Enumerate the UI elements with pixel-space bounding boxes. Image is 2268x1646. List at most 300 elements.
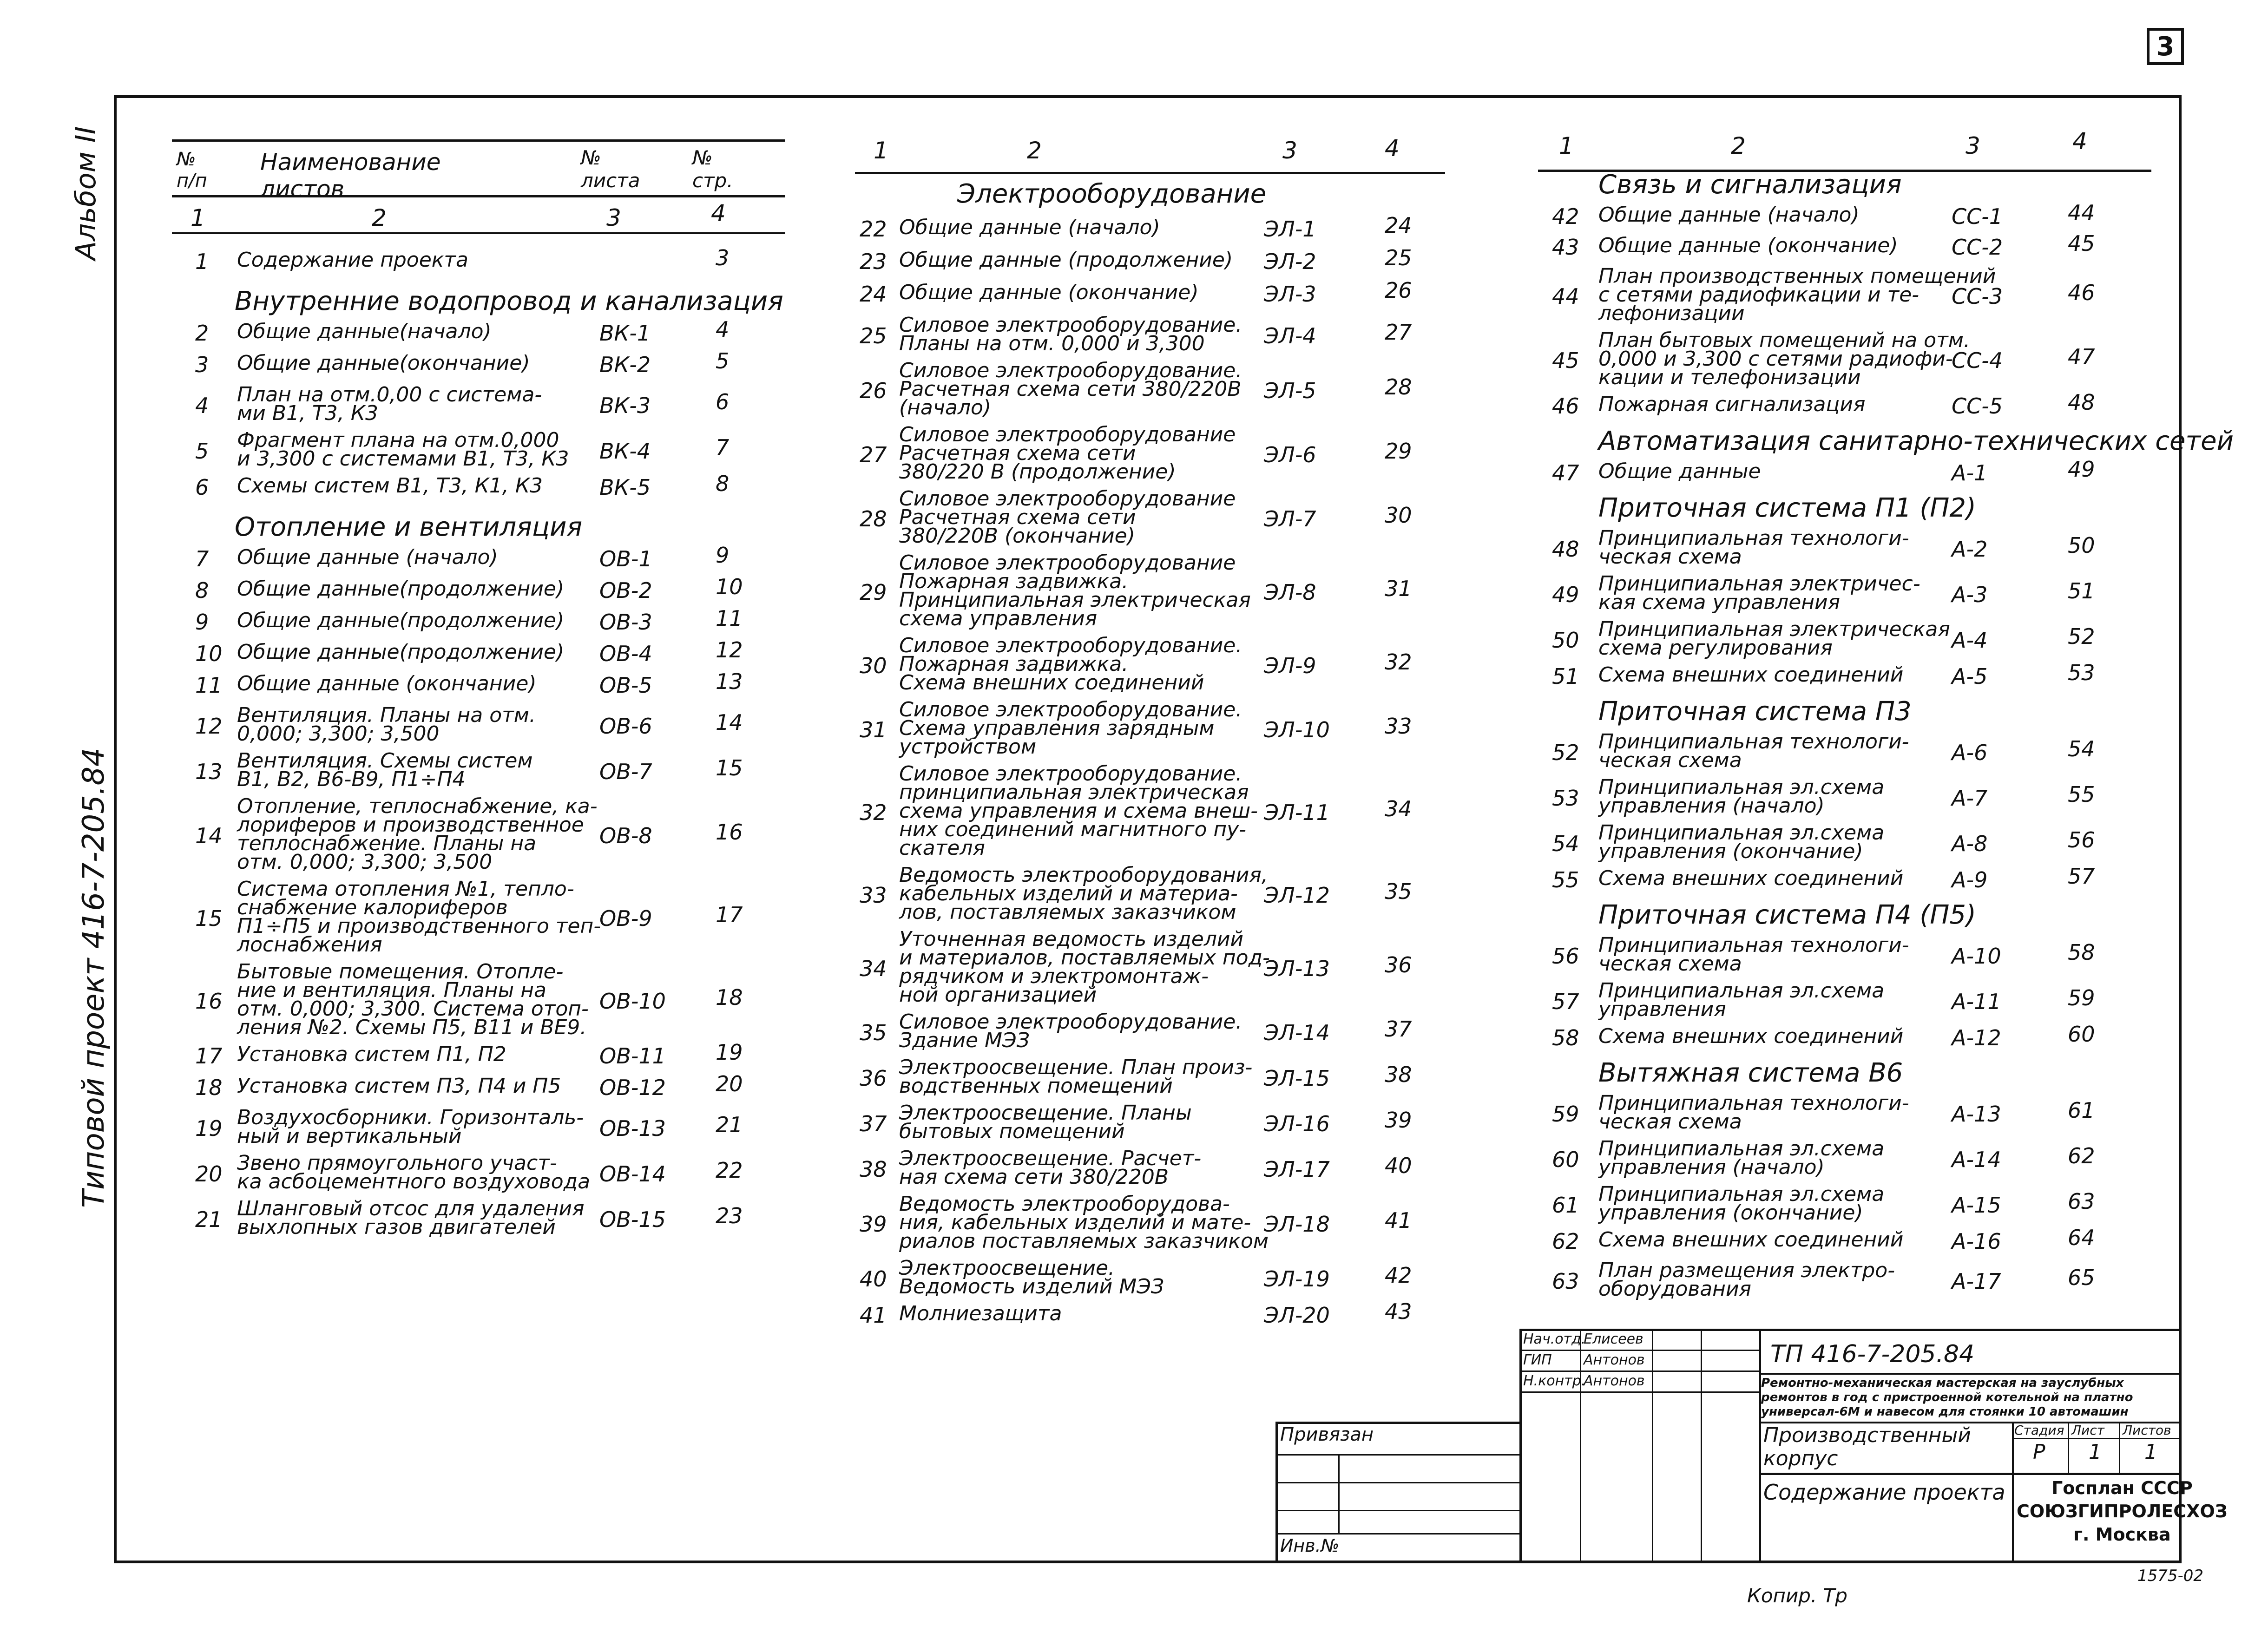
sheet-code: ЭЛ-7: [1264, 506, 1316, 531]
row-number: 45: [1552, 348, 1579, 373]
sheet-code: ОВ-15: [599, 1207, 666, 1232]
sheet-code: ЭЛ-19: [1264, 1266, 1330, 1292]
page-number: 60: [2068, 1022, 2095, 1047]
sheet-name: Силовое электрооборудование Пожарная задвижка. Принципиальная электрическая схема управления: [899, 551, 1251, 630]
stage-value: Р: [2033, 1440, 2045, 1464]
page-number: 46: [2068, 280, 2095, 305]
sheet-name: Схема внешних соединений: [1598, 1024, 1904, 1048]
col-header-name: Наименование листов: [260, 149, 441, 203]
page-number: 36: [1385, 952, 1412, 977]
section-heading: Автоматизация санитарно-технических сетей: [1598, 426, 2234, 456]
role-person: Елисеев: [1584, 1331, 1643, 1347]
sheet-name: Пожарная сигнализация: [1598, 393, 1866, 416]
row-number: 48: [1552, 537, 1579, 562]
sheet-name: Отопление, теплоснабжение, ка- лориферов и производственное теплоснабжение. Планы на отм. 0,000; 3,300; 3,500: [237, 794, 598, 874]
col-index-2: 2: [372, 204, 387, 231]
page-number: 26: [1385, 278, 1412, 303]
sheet-name: План на отм.0,00 с система- ми В1, Т3, К3: [237, 383, 542, 425]
page-number: 35: [1385, 879, 1412, 904]
col-index-4: 4: [711, 200, 726, 227]
row-number: 35: [860, 1020, 887, 1045]
sheet-code: ЭЛ-18: [1264, 1212, 1330, 1237]
sheet-code: ЭЛ-1: [1264, 216, 1316, 242]
inventory-label: Инв.№: [1280, 1535, 1340, 1556]
page-number: 16: [716, 820, 743, 845]
page-number: 18: [716, 985, 743, 1010]
page-number: 19: [716, 1040, 743, 1065]
page-number: 62: [2068, 1143, 2095, 1168]
sheet-code: ЭЛ-5: [1264, 378, 1316, 403]
row-number: 37: [860, 1111, 887, 1136]
stage-label: Стадия: [2014, 1423, 2064, 1438]
sheet-code: А-10: [1952, 944, 2001, 969]
organization: Госплан СССР СОЮЗГИПРОЛЕСХОЗ г. Москва: [2017, 1478, 2228, 1545]
sheet-code: А-8: [1952, 831, 1988, 856]
sheet-name: Система отопления №1, тепло- снабжение калориферов П1÷П5 и производственного теп- лоснабжения: [237, 877, 601, 957]
sheet-code: ОВ-13: [599, 1116, 666, 1141]
page-number: 28: [1385, 374, 1412, 400]
row-number: 26: [860, 378, 887, 403]
sheet-name: Общие данные (окончание): [237, 672, 537, 695]
row-number: 43: [1552, 235, 1579, 260]
page-number: 3: [716, 245, 730, 270]
row-number: 44: [1552, 284, 1579, 309]
col-header-no: № п/п: [177, 149, 207, 191]
sheet-number: 3: [2156, 31, 2175, 62]
sheet-name: Общие данные: [1598, 459, 1761, 483]
row-number: 24: [860, 282, 887, 307]
sheet-code: ОВ-5: [599, 673, 652, 698]
row-number: 30: [860, 653, 887, 678]
page-number: 30: [1385, 503, 1412, 528]
page-number: 25: [1385, 245, 1412, 270]
page-number: 45: [2068, 231, 2095, 256]
col2-index-2: 2: [1027, 137, 1042, 164]
page-number: 29: [1385, 439, 1412, 464]
sheet-code: А-13: [1952, 1102, 2001, 1127]
page-number: 22: [716, 1158, 743, 1183]
page-number: 51: [2068, 578, 2095, 603]
row-number: 58: [1552, 1025, 1579, 1050]
row-number: 31: [860, 717, 887, 742]
sheet-name: Бытовые помещения. Отопле- ние и вентиляция. Планы на отм. 0,000; 3,300. Система отоп- ления №2. Схемы П5, В11 и ВЕ9.: [237, 960, 589, 1039]
sheet-code: ОВ-8: [599, 823, 652, 848]
sheet-name: Фрагмент плана на отм.0,000 и 3,300 с системами В1, Т3, К3: [237, 428, 569, 471]
col-index-3: 3: [606, 204, 621, 231]
row-number: 6: [195, 475, 209, 500]
row-number: 1: [195, 249, 209, 274]
row-number: 18: [195, 1075, 223, 1100]
page-number: 39: [1385, 1108, 1412, 1133]
page-number: 14: [716, 710, 743, 735]
sheet-code: ЭЛ-9: [1264, 653, 1316, 678]
row-number: 21: [195, 1207, 223, 1232]
col2-index-1: 1: [874, 137, 888, 164]
page-number: 54: [2068, 736, 2095, 761]
row-number: 17: [195, 1043, 223, 1069]
drawing-code: 1575-02: [2137, 1567, 2204, 1585]
sheet-name: Электроосвещение. План произ- водственных помещений: [899, 1056, 1253, 1098]
building-name: Производственный корпус: [1763, 1423, 1971, 1470]
page-number: 32: [1385, 649, 1412, 675]
sheet-name: Принципиальная технологи- ческая схема: [1598, 933, 1909, 976]
sheet-name: Схема внешних соединений: [1598, 663, 1904, 687]
page-number: 58: [2068, 940, 2095, 965]
col2-index-4: 4: [1385, 135, 1400, 162]
row-number: 33: [860, 883, 887, 908]
row-number: 20: [195, 1161, 223, 1187]
col2-index-3: 3: [1282, 137, 1297, 164]
row-number: 29: [860, 580, 887, 605]
sheet-code: СС-4: [1952, 348, 2003, 373]
row-number: 51: [1552, 664, 1579, 689]
row-number: 47: [1552, 460, 1579, 485]
page-number: 17: [716, 902, 743, 927]
sheet-name: Принципиальная электрическая схема регулирования: [1598, 617, 1950, 660]
sheet-code: А-4: [1952, 628, 1988, 653]
page-number: 64: [2068, 1225, 2095, 1250]
page-number: 20: [716, 1071, 743, 1096]
sheet-name: План производственных помещений с сетями радиофикации и те- лефонизации: [1598, 264, 1996, 325]
row-number: 16: [195, 989, 223, 1014]
role-person: Антонов: [1584, 1352, 1645, 1368]
page-number: 50: [2068, 533, 2095, 558]
sheet-name: Схемы систем В1, Т3, К1, К3: [237, 474, 543, 498]
sheet-code: А-5: [1952, 664, 1988, 689]
col3-index-2: 2: [1731, 132, 1746, 159]
page-number: 5: [716, 348, 730, 374]
sheet-name: Принципиальная эл.схема управления (окончание): [1598, 821, 1885, 863]
sheet-code: А-17: [1952, 1269, 2001, 1294]
sheet-code: А-11: [1952, 989, 2001, 1014]
sheet-code: ВК-1: [599, 321, 651, 346]
sheet-code: ОВ-6: [599, 714, 652, 739]
row-number: 52: [1552, 740, 1579, 765]
sheet-code: ЭЛ-16: [1264, 1111, 1330, 1136]
sheet-code: А-7: [1952, 786, 1988, 811]
row-number: 36: [860, 1066, 887, 1091]
row-number: 25: [860, 323, 887, 348]
row-number: 38: [860, 1157, 887, 1182]
sheet-name: Принципиальная технологи- ческая схема: [1598, 730, 1909, 772]
side-caption: Типовой проект 416-7-205.84: [77, 748, 111, 1208]
album-label: Альбом II: [70, 126, 102, 260]
sheet-code: А-6: [1952, 740, 1988, 765]
row-number: 54: [1552, 831, 1579, 856]
sheet-code: ОВ-2: [599, 578, 652, 603]
sheet-name: Принципиальная эл.схема управления (окончание): [1598, 1182, 1885, 1225]
row-number: 2: [195, 321, 209, 346]
page-number: 52: [2068, 624, 2095, 649]
section-heading: Приточная система П4 (П5): [1598, 900, 1976, 930]
row-number: 32: [860, 800, 887, 825]
sheet-value: 1: [2089, 1440, 2102, 1464]
section-heading: Вытяжная система В6: [1598, 1058, 1903, 1088]
row-number: 8: [195, 578, 209, 603]
sheet-name: Схема внешних соединений: [1598, 1228, 1904, 1252]
page-number: 55: [2068, 782, 2095, 807]
page-number: 9: [716, 543, 730, 568]
col-header-page: № стр.: [692, 146, 733, 192]
row-number: 27: [860, 442, 887, 467]
role-label: ГИП: [1523, 1352, 1552, 1368]
sheet-name: Общие данные(окончание): [237, 351, 530, 375]
page-number: 41: [1385, 1208, 1412, 1233]
sheet-name: Установка систем П1, П2: [237, 1043, 506, 1066]
row-number: 10: [195, 641, 223, 666]
role-label: Н.контр.: [1523, 1373, 1586, 1389]
sheet-code: ЭЛ-14: [1264, 1020, 1330, 1045]
row-number: 55: [1552, 867, 1579, 892]
page-number: 23: [716, 1203, 743, 1228]
sheet-name: Принципиальная технологи- ческая схема: [1598, 526, 1909, 569]
sheet-name: Общие данные (продолжение): [899, 248, 1233, 272]
sheet-code: СС-2: [1952, 235, 2003, 260]
row-number: 15: [195, 906, 223, 931]
sheet-name: Ведомость электрооборудования, кабельных изделий и материа- лов, поставляемых заказчиком: [899, 863, 1268, 924]
page-number: 61: [2068, 1098, 2095, 1123]
sheet-name: Силовое электрооборудование. Здание МЭЗ: [899, 1010, 1242, 1052]
sheet-name: Силовое электрооборудование. Пожарная задвижка. Схема внешних соединений: [899, 634, 1242, 695]
row-number: 9: [195, 610, 209, 635]
sheet-name: Силовое электрооборудование. Схема управления зарядным устройством: [899, 698, 1242, 759]
sheet-name: Общие данные (начало): [1598, 203, 1860, 227]
page-number: 37: [1385, 1016, 1412, 1042]
sheet-code: А-1: [1952, 460, 1988, 485]
sheet-name: План размещения электро- оборудования: [1598, 1259, 1895, 1301]
sheet-name: Установка систем П3, П4 и П5: [237, 1074, 561, 1098]
sheet-code: ВК-5: [599, 475, 651, 500]
page-number: 53: [2068, 660, 2095, 685]
sheet-code: ЭЛ-8: [1264, 580, 1316, 605]
sheets-label: Листов: [2123, 1423, 2171, 1438]
page-number: 12: [716, 637, 743, 662]
row-number: 42: [1552, 204, 1579, 229]
sheet-name: Общие данные(продолжение): [237, 577, 565, 601]
sheet-code: ЭЛ-11: [1264, 800, 1330, 825]
page-number: 63: [2068, 1189, 2095, 1214]
col3-index-3: 3: [1966, 132, 1980, 159]
row-number: 23: [860, 249, 887, 274]
page-number: 59: [2068, 985, 2095, 1010]
row-number: 57: [1552, 989, 1579, 1014]
sheet-code: ЭЛ-17: [1264, 1157, 1330, 1182]
section-heading: Приточная система П3: [1598, 696, 1912, 727]
sheet-name: Ведомость электрооборудова- ния, кабельных изделий и мате- риалов поставляемых заказчиком: [899, 1192, 1269, 1253]
page-number: 49: [2068, 457, 2095, 482]
sheet-code: А-2: [1952, 537, 1988, 562]
sheet-name: Электроосвещение. Планы бытовых помещений: [899, 1101, 1192, 1143]
page-number: 56: [2068, 827, 2095, 853]
row-number: 22: [860, 216, 887, 242]
page-number: 13: [716, 669, 743, 694]
col3-index-4: 4: [2072, 128, 2087, 155]
sheet-name: Вентиляция. Планы на отм. 0,000; 3,300; 3,500: [237, 703, 536, 746]
sheet-code: ЭЛ-13: [1264, 956, 1330, 981]
page-number: 6: [716, 389, 730, 414]
row-number: 13: [195, 759, 223, 784]
row-number: 7: [195, 546, 209, 571]
row-number: 41: [860, 1303, 887, 1328]
project-description: Ремонтно-механическая мастерская на зауслубных ремонтов в год с пристроенной котельной на платно универсал-6М и навесом для стоянки 10 автомашин: [1761, 1376, 2133, 1419]
copy-label: Копир. Тр: [1747, 1584, 1847, 1607]
sheet-code: ЭЛ-12: [1264, 883, 1330, 908]
row-number: 61: [1552, 1193, 1579, 1218]
page-number: 24: [1385, 213, 1412, 238]
sheet-name: Уточненная ведомость изделий и материалов, поставляемых под- рядчиком и электромонтаж- ной организацией: [899, 927, 1270, 1007]
row-number: 62: [1552, 1229, 1579, 1254]
sheet-name: Звено прямоугольного участ- ка асбоцементного воздуховода: [237, 1151, 591, 1194]
page-number: 21: [716, 1112, 743, 1137]
sheet-name: Общие данные(начало): [237, 320, 492, 343]
row-number: 63: [1552, 1269, 1579, 1294]
page-number: 27: [1385, 320, 1412, 345]
row-number: 12: [195, 714, 223, 739]
sheet-code: ОВ-11: [599, 1043, 666, 1069]
sheet-name: План бытовых помещений на отм. 0,000 и 3,300 с сетями радиофи- кации и телефонизации: [1598, 328, 1970, 389]
row-number: 3: [195, 352, 209, 377]
row-number: 11: [195, 673, 223, 698]
sheet-title: Содержание проекта: [1763, 1480, 2005, 1505]
sheet-code: А-16: [1952, 1229, 2001, 1254]
sheet-code: ВК-2: [599, 352, 651, 377]
sheet-name: Принципиальная электричес- кая схема управления: [1598, 572, 1920, 614]
section-heading: Связь и сигнализация: [1598, 170, 1902, 200]
sheet-name: Схема внешних соединений: [1598, 866, 1904, 890]
page-number: 47: [2068, 344, 2095, 369]
sheet-code: А-9: [1952, 867, 1988, 892]
sheet-name: Общие данные(продолжение): [237, 640, 565, 664]
page-number: 57: [2068, 864, 2095, 889]
col-header-sheet: № листа: [581, 146, 640, 192]
sheet-name: Общие данные (начало): [237, 545, 498, 569]
sheet-code: ОВ-10: [599, 989, 666, 1014]
row-number: 46: [1552, 393, 1579, 419]
row-number: 14: [195, 823, 223, 848]
page-number: 7: [716, 435, 730, 460]
col-index-1: 1: [191, 204, 205, 231]
page-number: 38: [1385, 1062, 1412, 1087]
page-number: 34: [1385, 796, 1412, 821]
sheet-code: ЭЛ-2: [1264, 249, 1316, 274]
sheet-name: Воздухосборники. Горизонталь- ный и вертикальный: [237, 1106, 584, 1148]
page-number: 42: [1385, 1263, 1412, 1288]
sheet-name: Общие данные (начало): [899, 216, 1160, 239]
sheet-code: ВК-3: [599, 393, 651, 418]
section-heading: Отопление и вентиляция: [235, 512, 583, 542]
sheet-code: СС-1: [1952, 204, 2003, 229]
sheet-name: Общие данные (окончание): [1598, 234, 1898, 257]
page-number: 4: [716, 317, 730, 342]
row-number: 60: [1552, 1147, 1579, 1172]
sheet-code: А-3: [1952, 582, 1988, 607]
sheet-name: Электроосвещение. Ведомость изделий МЭЗ: [899, 1256, 1164, 1298]
page-number: 48: [2068, 390, 2095, 415]
row-number: 28: [860, 506, 887, 531]
col3-index-1: 1: [1559, 132, 1574, 159]
sheet-code: А-14: [1952, 1147, 2001, 1172]
sheet-code: А-15: [1952, 1193, 2001, 1218]
sheets-value: 1: [2144, 1440, 2157, 1464]
row-number: 59: [1552, 1102, 1579, 1127]
sheet-name: Силовое электрооборудование. принципиальная электрическая схема управления и схема внеш- них соединений магнитного пу- скателя: [899, 762, 1258, 860]
sheet-code: ОВ-12: [599, 1075, 666, 1100]
sheet-name: Силовое электрооборудование. Планы на отм. 0,000 и 3,300: [899, 313, 1242, 355]
page-number: 11: [716, 606, 743, 631]
section-heading: Приточная система П1 (П2): [1598, 493, 1976, 523]
section-heading: Внутренние водопровод и канализация: [235, 286, 783, 316]
sheet-name: Принципиальная технологи- ческая схема: [1598, 1091, 1909, 1134]
page-number: 31: [1385, 576, 1412, 601]
sheet-name: Принципиальная эл.схема управления (начало): [1598, 775, 1885, 818]
sheet-name: Принципиальная эл.схема управления: [1598, 979, 1885, 1021]
sheet-name: Шланговый отсос для удаления выхлопных газов двигателей: [237, 1197, 585, 1239]
section-heading: Электрооборудование: [957, 179, 1267, 209]
row-number: 34: [860, 956, 887, 981]
role-label: Нач.отд.: [1523, 1331, 1586, 1347]
sheet-name: Молниезащита: [899, 1302, 1062, 1325]
page-number: 8: [716, 471, 730, 496]
page-number: 44: [2068, 200, 2095, 225]
page-number: 15: [716, 755, 743, 780]
sheet-name: Содержание проекта: [237, 248, 468, 272]
sheet-label: Лист: [2071, 1423, 2104, 1438]
sheet-name: Силовое электрооборудование Расчетная схема сети 380/220 В (продолжение): [899, 423, 1236, 484]
sheet-code: СС-3: [1952, 284, 2003, 309]
row-number: 50: [1552, 628, 1579, 653]
page-number: 43: [1385, 1299, 1412, 1324]
sheet-name: Вентиляция. Схемы систем В1, В2, В6-В9, П1÷П4: [237, 749, 533, 791]
sheet-code: ОВ-4: [599, 641, 652, 666]
sheet-name: Электроосвещение. Расчет- ная схема сети 380/220В: [899, 1147, 1202, 1189]
sheet-code: ЭЛ-10: [1264, 717, 1330, 742]
sheet-code: ОВ-3: [599, 610, 652, 635]
sheet-name: Принципиальная эл.схема управления (начало): [1598, 1137, 1885, 1179]
sheet-name: Силовое электрооборудование Расчетная схема сети 380/220В (окончание): [899, 487, 1236, 548]
sheet-code: ЭЛ-20: [1264, 1303, 1330, 1328]
sheet-code: ВК-4: [599, 439, 651, 464]
page-number: 33: [1385, 714, 1412, 739]
sheet-code: ОВ-7: [599, 759, 652, 784]
sheet-name: Силовое электрооборудование. Расчетная схема сети 380/220В (начало): [899, 359, 1242, 420]
sheet-number-box: [2147, 28, 2184, 65]
sheet-code: СС-5: [1952, 393, 2003, 419]
role-person: Антонов: [1584, 1373, 1645, 1389]
sheet-code: ЭЛ-4: [1264, 323, 1316, 348]
page-number: 65: [2068, 1265, 2095, 1290]
sheet-code: ЭЛ-3: [1264, 282, 1316, 307]
sheet-name: Общие данные (окончание): [899, 281, 1199, 304]
page-number: 10: [716, 574, 743, 599]
project-code: ТП 416-7-205.84: [1770, 1340, 1975, 1368]
bound-label: Привязан: [1280, 1424, 1374, 1445]
row-number: 56: [1552, 944, 1579, 969]
page-number: 40: [1385, 1153, 1412, 1178]
sheet-name: Общие данные(продолжение): [237, 609, 565, 632]
sheet-code: ОВ-1: [599, 546, 652, 571]
sheet-code: ЭЛ-6: [1264, 442, 1316, 467]
sheet-code: ОВ-9: [599, 906, 652, 931]
sheet-code: ЭЛ-15: [1264, 1066, 1330, 1091]
row-number: 4: [195, 393, 209, 418]
row-number: 19: [195, 1116, 223, 1141]
sheet-code: ОВ-14: [599, 1161, 666, 1187]
row-number: 53: [1552, 786, 1579, 811]
row-number: 49: [1552, 582, 1579, 607]
row-number: 39: [860, 1212, 887, 1237]
row-number: 5: [195, 439, 209, 464]
row-number: 40: [860, 1266, 887, 1292]
